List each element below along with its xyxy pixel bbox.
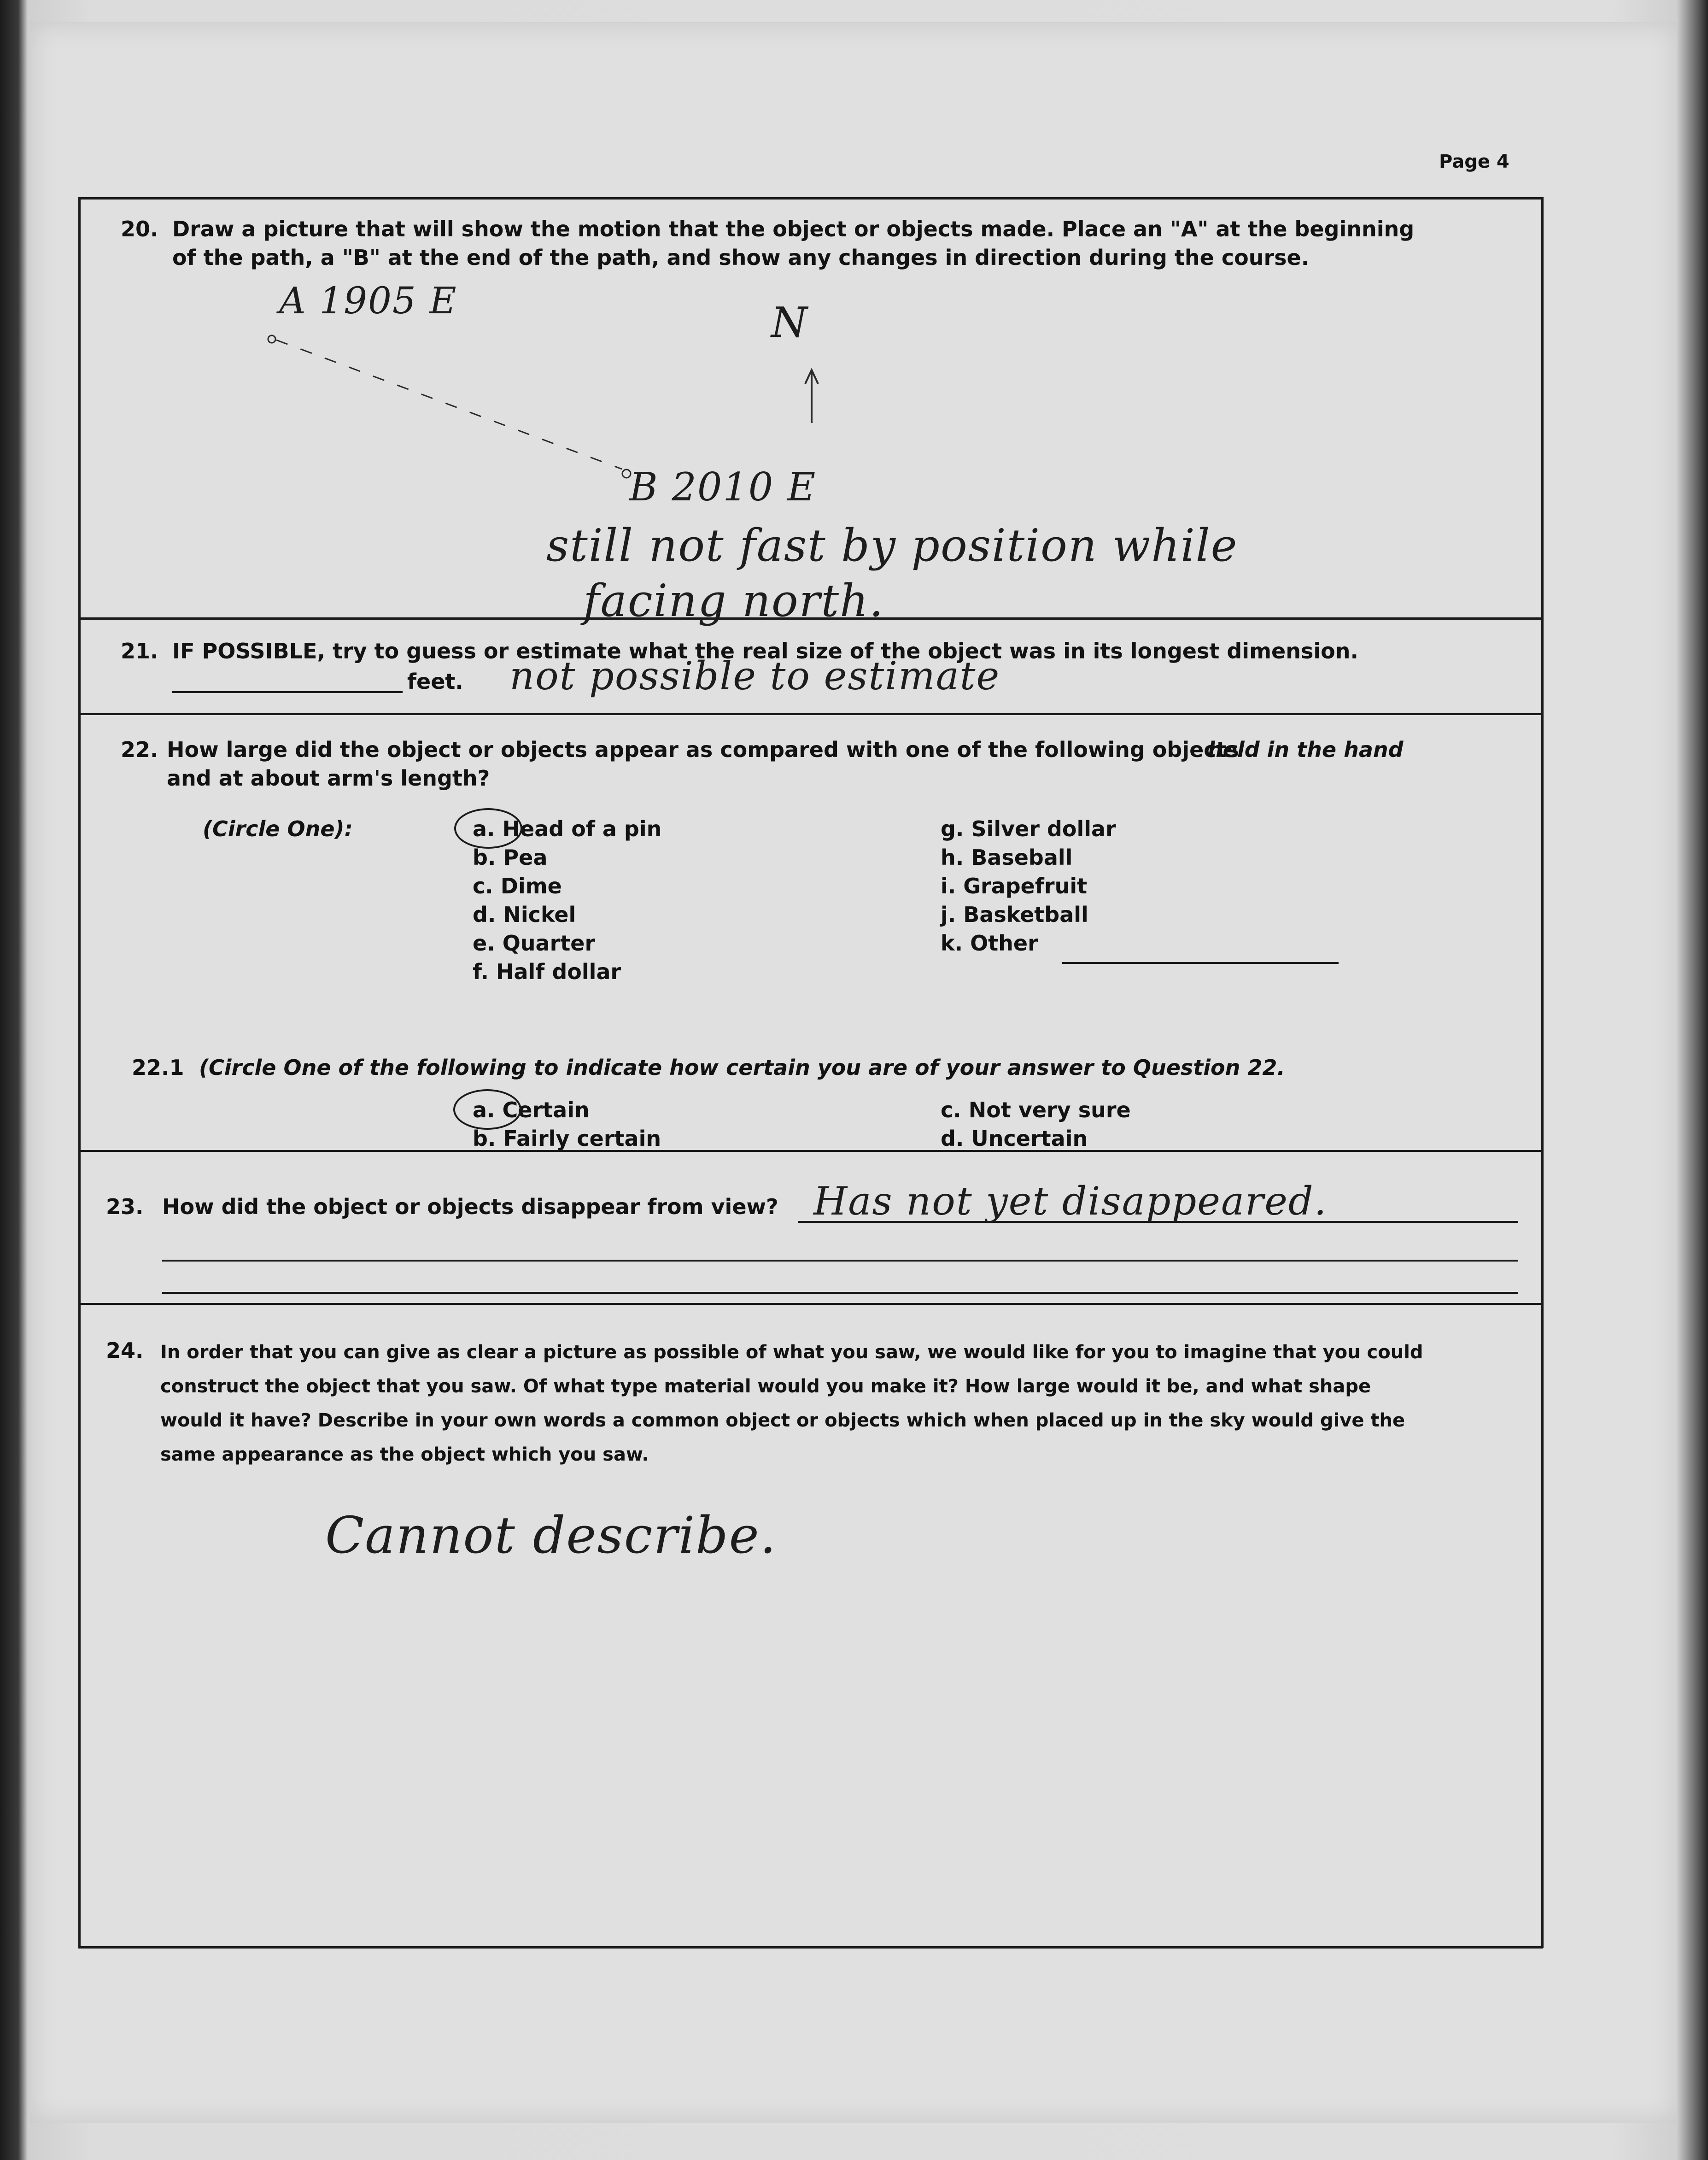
page-number: Page 4 [1439,151,1509,172]
q24-answer-area[interactable] [78,1543,1541,1943]
start-point-marker [268,335,275,343]
form-top-border [78,197,1543,200]
divider-q22-q23 [78,1150,1543,1152]
q21-text: IF POSSIBLE, try to guess or estimate what the real size of the object was in its longest dimension. [172,639,1358,663]
q22-option-g[interactable]: g. Silver dollar [941,816,1116,841]
form-bottom-border [78,1946,1543,1949]
q20-hand-end-label: B 2010 E [629,464,817,510]
q24-text-line4: same appearance as the object which you saw. [160,1444,649,1465]
divider-q23-q24 [78,1303,1543,1305]
q22-options-right [941,815,1116,957]
q22-option-d[interactable]: d. Nickel [473,902,576,927]
q23-number: 23. [106,1194,144,1219]
q20-hand-start-label: A 1905 E [279,279,457,322]
q20-text-line1: Draw a picture that will show the motion that the object or objects made. Place an "A" at the beginning [172,217,1415,241]
q22-text-line1: How large did the object or objects appear as compared with one of the following objects [167,737,1239,762]
q22-instruction: (Circle One): [203,816,353,841]
q24-hand-answer: Cannot describe. [325,1506,777,1565]
q22-1-selected-circle [453,1089,521,1130]
q24-number: 24. [106,1338,144,1363]
q22-option-e[interactable]: e. Quarter [473,931,596,956]
q24-text-line2: construct the object that you saw. Of what type material would you make it? How large would it be, and what shape [160,1376,1371,1397]
q22-1-options-right [941,1096,1131,1153]
q20-hand-north-label: N [771,299,808,347]
q22-option-h[interactable]: h. Baseball [941,845,1073,870]
q20-number: 20. [121,217,158,241]
q21-unit: feet. [407,669,463,694]
q23-answer-line2[interactable] [162,1260,1518,1262]
q22-text-line1-italic: held in the hand [1208,737,1404,762]
q20-hand-note-line1: still not fast by position while [546,520,1238,571]
q22-1-option-d[interactable]: d. Uncertain [941,1126,1088,1151]
q22-option-c[interactable]: c. Dime [473,874,562,898]
q24-text-line3: would it have? Describe in your own words a common object or objects which when placed up in the sky would give the [160,1410,1405,1431]
q21-size-field[interactable] [172,691,403,693]
q22-1-option-b[interactable]: b. Fairly certain [473,1126,661,1151]
motion-path-line [276,340,622,469]
q22-option-i[interactable]: i. Grapefruit [941,874,1088,898]
q21-number: 21. [121,639,158,663]
q22-1-number: 22.1 [132,1055,184,1080]
q22-option-a[interactable]: a. Head of a pin [473,816,662,841]
q23-text: How did the object or objects disappear from view? [162,1194,778,1219]
q22-option-f[interactable]: f. Half dollar [473,959,621,984]
q22-1-option-a[interactable]: a. Certain [473,1098,590,1122]
q22-selected-circle [454,808,522,849]
q22-option-j[interactable]: j. Basketball [941,902,1088,927]
q22-option-b[interactable]: b. Pea [473,845,548,870]
q22-option-k[interactable]: k. Other [941,931,1038,956]
q21-hand-answer: not possible to estimate [509,653,1000,698]
q22-other-field[interactable] [1062,962,1339,964]
q22-text-line2: and at about arm's length? [167,766,490,791]
q23-hand-answer: Has not yet disappeared. [813,1179,1328,1224]
q22-1-text: (Circle One of the following to indicate how certain you are of your answer to Question 22. [199,1055,1285,1080]
divider-q21-q22 [78,713,1543,715]
q22-1-option-c[interactable]: c. Not very sure [941,1098,1131,1122]
questionnaire-page [30,22,1677,2123]
q22-number: 22. [121,737,158,762]
form-right-border [1541,197,1544,1948]
q20-hand-note-line2: facing north. [583,575,884,627]
q20-text-line2: of the path, a "B" at the end of the path, and show any changes in direction during the course. [172,245,1310,270]
q23-answer-line3[interactable] [162,1292,1518,1294]
q24-text-line1: In order that you can give as clear a picture as possible of what you saw, we would like for you to imagine that you could [160,1342,1423,1363]
